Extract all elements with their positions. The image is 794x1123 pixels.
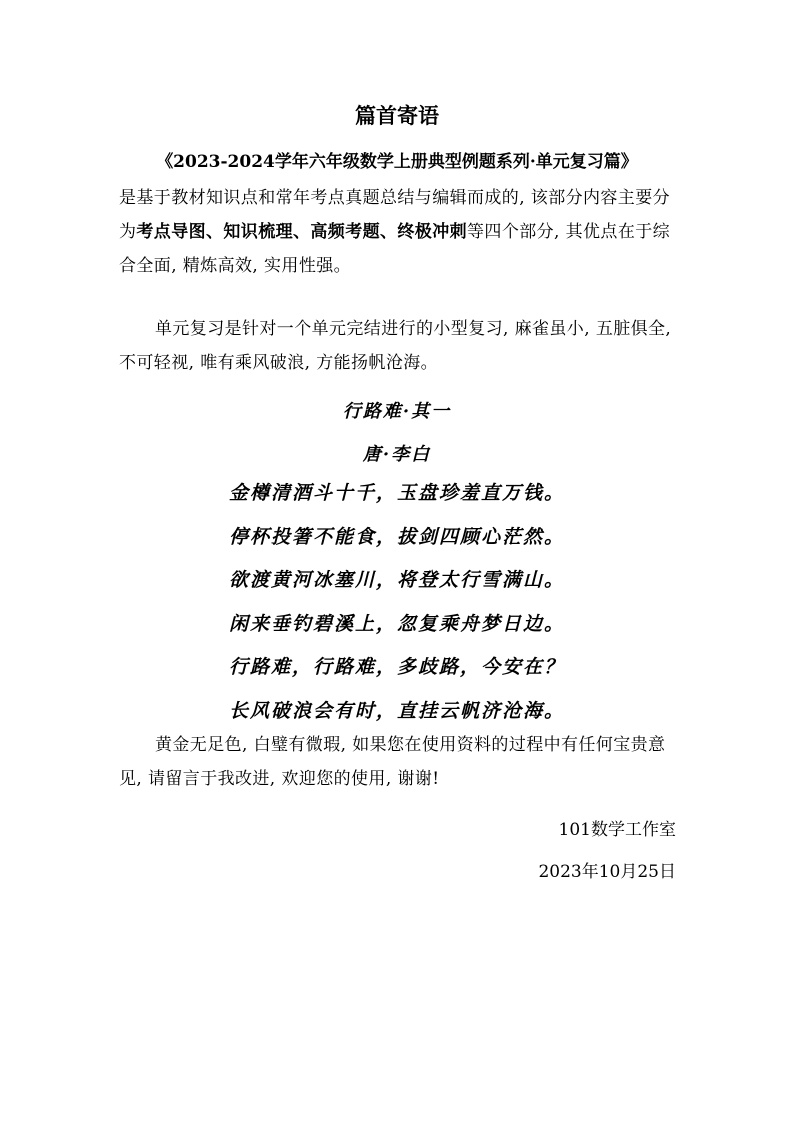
poem-line: 金樽清酒斗十千，玉盘珍羞直万钱。 [228, 482, 565, 504]
signature-date: 2023年10月25日 [538, 862, 676, 882]
series-title: 《2023-2024学年六年级数学上册典型例题系列·单元复习篇》 [156, 152, 638, 172]
poem-lines [0, 472, 794, 733]
poem-line: 行路难，行路难，多歧路，今安在？ [228, 656, 565, 678]
poem-line: 欲渡黄河冰塞川，将登太行雪满山。 [228, 569, 565, 591]
intro-text-2: 等四个部分, 其优点在于综合全面, 精炼高效, 实用性强。 [119, 222, 671, 276]
intro-paragraph [119, 181, 679, 283]
poem-line: 长风破浪会有时，直挂云帆济沧海。 [228, 699, 565, 722]
intro-bold-sections: 考点导图、知识梳理、高频考题、终极冲刺 [136, 222, 468, 242]
page-title: 篇首寄语 [355, 103, 439, 128]
signature-studio: 101数学工作室 [558, 820, 676, 840]
unit-review-paragraph: 单元复习是针对一个单元完结进行的小型复习, 麻雀虽小, 五脏俱全, 不可轻视, 唯有乘风破浪, 方能扬帆沧海。 [119, 319, 672, 373]
intro-text-1: 是基于教材知识点和常年考点真题总结与编辑而成的, 该部分内容主要分为 [119, 188, 671, 242]
closing-paragraph: 黄金无足色, 白璧有微瑕, 如果您在使用资料的过程中有任何宝贵意见, 请留言于我改进, 欢迎您的使用, 谢谢! [119, 735, 666, 789]
poem-author: 唐·李白 [362, 444, 432, 465]
poem-line: 闲来垂钓碧溪上，忽复乘舟梦日边。 [228, 612, 565, 635]
poem-title: 行路难·其一 [342, 401, 452, 422]
poem-line: 停杯投箸不能食，拔剑四顾心茫然。 [228, 525, 565, 548]
